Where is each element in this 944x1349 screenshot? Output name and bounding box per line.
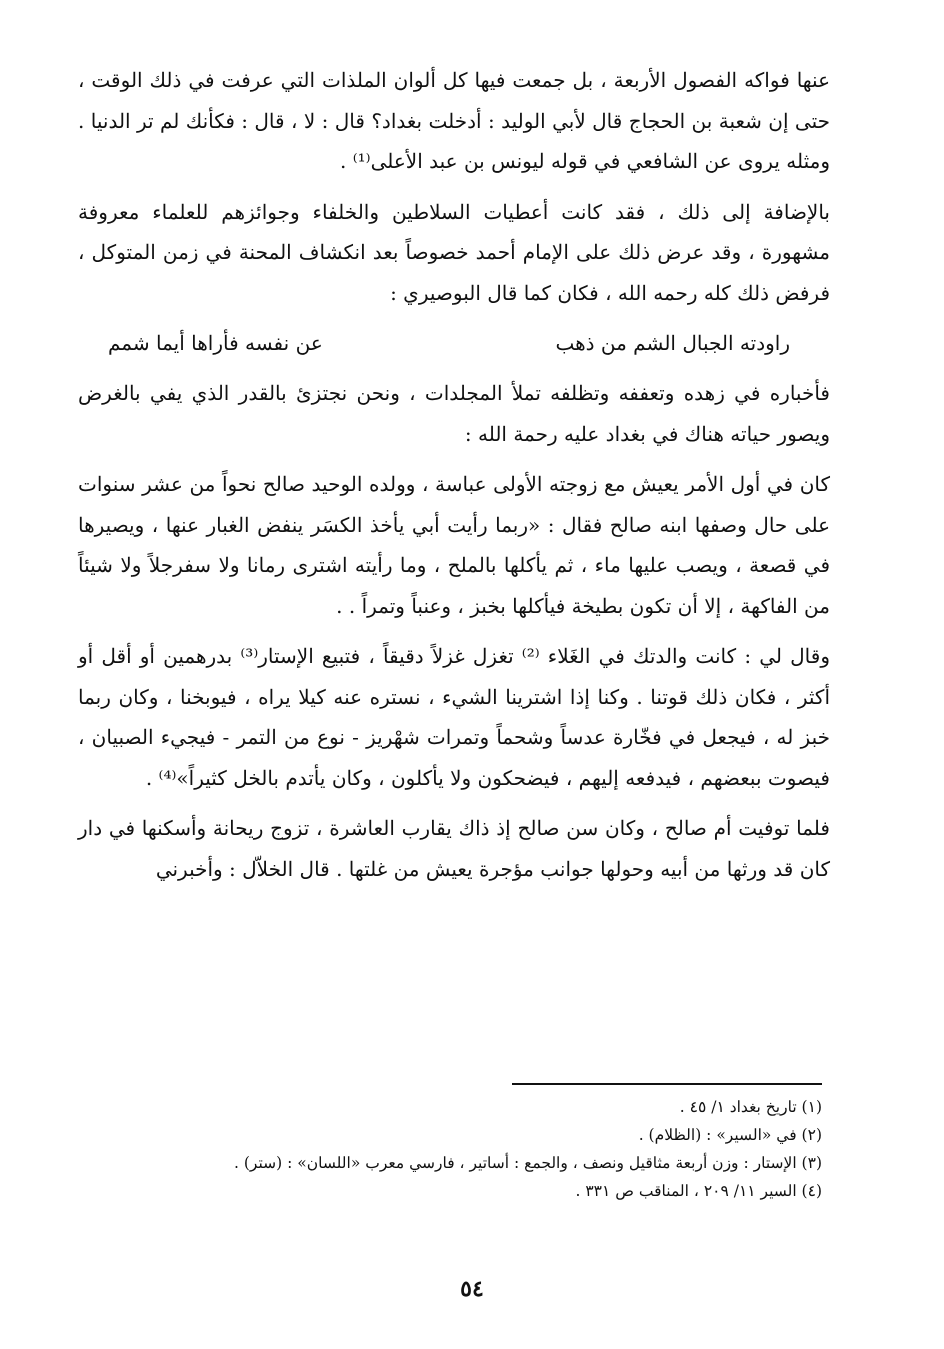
main-text: [78, 60, 830, 889]
paragraph-6: فلما توفيت أم صالح ، وكان سن صالح إذ ذاك يقارب العاشرة ، تزوج ريحانة وأسكنها في دار كان قد ورثها من أبيه وحولها جوانب مؤجرة يعيش من غلتها . قال الخلاّل : وأخبرني: [78, 816, 830, 881]
paragraph-4: كان في أول الأمر يعيش مع زوجته الأولى عباسة ، وولده الوحيد صالح نحواً من عشر سنوات على حال وصفها ابنه صالح فقال : «ربما رأيت أبي يأخذ الكسَر ينفض الغبار عنها ، ويصيرها في قصعة ، ويصب عليها ماء ، ثم يأكلها بالملح ، وما رأيته اشترى رمانا ولا سفرجلاً ولا شيئاً من الفاكهة ، إلا أن تكون بطيخة فيأكلها بخبز ، وعنباً وتمراً . .: [78, 472, 831, 618]
footnote-1: (١) تاريخ بغداد ١/ ٤٥ .: [679, 1098, 822, 1116]
poem-hemistich-second: عن نفسه فأراها أيما شمم: [108, 331, 323, 355]
footnote-3: (٣) الإستار : وزن أربعة مثاقيل ونصف ، والجمع : أساتير ، فارسي معرب «اللسان» : (ستر) .: [234, 1154, 822, 1172]
poem-verse: [108, 323, 790, 363]
footnotes: [150, 1093, 822, 1205]
paragraph-5: وقال لي : كانت والدتك في الغَلاء ⁽²⁾ تغزل غزلاً دقيقاً ، فتبيع الإستار⁽³⁾ بدرهمين أو أقل أو أكثر ، فكان ذلك قوتنا . وكنا إذا اشترينا الشيء ، نستره عنه كيلا يراه ، فيوبخنا ، وكان ربما خبز له ، فيجعل في فخّارة عدساً وشحماً وتمرات شهْريز - نوع من التمر - فيجيء الصبيان ، فيصوت ببعضهم ، فيدفعه إليهم ، فيضحكون ولا يأكلون ، وكان يأتدم بالخل كثيراً»⁽⁴⁾ .: [78, 644, 830, 790]
poem-hemistich-first: راودته الجبال الشم من ذهب: [555, 331, 790, 355]
footnote-separator: [512, 1083, 822, 1085]
paragraph-2: بالإضافة إلى ذلك ، فقد كانت أعطيات السلاطين والخلفاء وجوائزهم للعلماء معروفة مشهورة ، وقد عرض ذلك على الإمام أحمد خصوصاً بعد انكشاف المحنة في زمن المتوكل ، فرفض ذلك كله رحمه الله ، فكان كما قال البوصيري :: [78, 199, 830, 305]
paragraph-1: عنها فواكه الفصول الأربعة ، بل جمعت فيها كل ألوان الملذات التي عرفت في ذلك الوقت ، حتى إن شعبة بن الحجاج قال لأبي الوليد : أدخلت بغداد؟ قال : لا ، قال : فكأنك لم تر الدنيا . ومثله يروى عن الشافعي في قوله ليونس بن عبد الأعلى⁽¹⁾ .: [78, 68, 830, 173]
footnote-4: (٤) السير ١١/ ٢٠٩ ، المناقب ص ٣٣١ .: [575, 1182, 822, 1200]
footnote-2: (٢) في «السير» : (الظلام) .: [638, 1126, 822, 1144]
page-number: ٥٤: [460, 1276, 484, 1302]
paragraph-3: فأخباره في زهده وتعففه وتظلفه تملأ المجلدات ، ونحن نجتزئ بالقدر الذي يفي بالغرض ويصور حياته هناك في بغداد عليه رحمة الله :: [78, 381, 830, 446]
